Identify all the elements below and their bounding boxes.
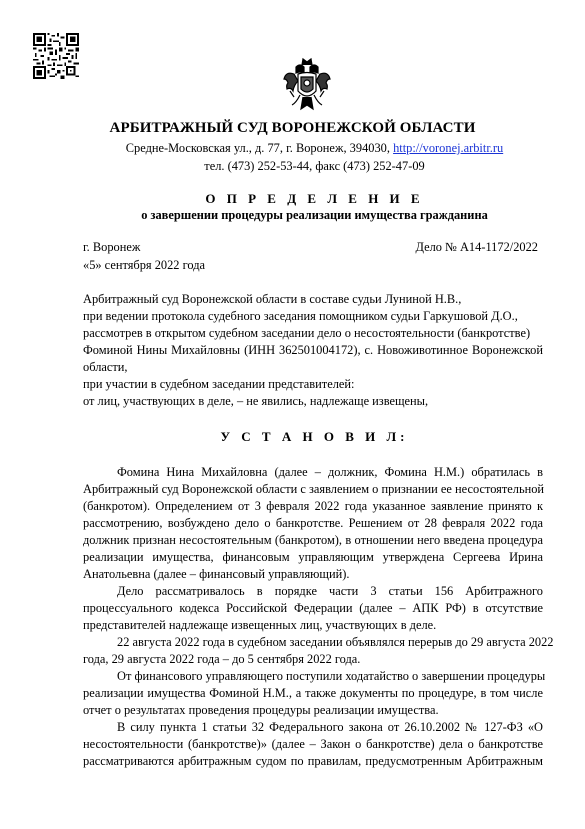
intro-line: области, <box>83 360 128 374</box>
body-line: процессуального кодекса Российской Федерации (далее – АПК РФ) в отсутствие <box>83 601 543 615</box>
body-line: Анатольевна (далее – финансовый управляющий). <box>83 567 350 581</box>
body-line: Фомина Нина Михайловна (далее – должник, Фомина Н.М.) обратилась в <box>117 465 543 479</box>
intro-line: Арбитражный суд Воронежской области в составе судьи Луниной Н.В., <box>83 292 462 306</box>
court-website-link[interactable]: http://voronej.arbitr.ru <box>393 141 504 155</box>
intro-line: при ведении протокола судебного заседания помощником судьи Гаркушовой Д.О., <box>83 309 518 323</box>
qr-code-icon <box>33 33 79 79</box>
body-line: рассмотрению, возбуждено дело о банкротстве. Решением от 28 февраля 2022 года <box>83 516 543 530</box>
established-heading: У С Т А Н О В И Л: <box>220 429 409 444</box>
court-phone: тел. (473) 252-53-44, факс (473) 252-47-09 <box>204 159 425 173</box>
body-line: Арбитражный суд Воронежской области с заявлением о признании ее несостоятельной <box>83 482 545 496</box>
case-number: Дело № А14-1172/2022 <box>415 240 538 254</box>
intro-line: при участии в судебном заседании представителей: <box>83 377 355 391</box>
body-line: представителей надлежаще извещенных лиц, участвующих в деле. <box>83 618 437 632</box>
document-subject: о завершении процедуры реализации имущества гражданина <box>141 208 488 222</box>
body-line: должник признан несостоятельным (банкротом), в отношении него введена процедура <box>83 533 543 547</box>
body-line: В силу пункта 1 статьи 32 Федерального закона от 26.10.2002 № 127-ФЗ «О <box>117 720 543 734</box>
court-street-address: Средне-Московская ул., д. 77, г. Воронеж, 394030, <box>125 141 394 155</box>
body-line: года, 29 августа 2022 года – до 5 сентября 2022 года. <box>83 652 361 666</box>
court-address <box>0 141 585 156</box>
court-name: АРБИТРАЖНЫЙ СУД ВОРОНЕЖСКОЙ ОБЛАСТИ <box>109 120 476 136</box>
body-line: реализации имущества, финансовым управляющим утверждена Сергеева Ирина <box>83 550 543 564</box>
body-line: реализации имущества Фоминой Н.М., а также документы по процедуре, в том числе <box>83 686 543 700</box>
intro-line: от лиц, участвующих в деле, – не явились, надлежаще извещены, <box>83 394 429 408</box>
body-line: несостоятельности (банкротстве)» (далее – Закон о банкротстве) дела о банкротстве <box>83 737 543 751</box>
intro-line: рассмотрев в открытом судебном заседании дело о несостоятельности (банкротстве) <box>83 326 531 340</box>
body-line: (банкротом). Определением от 3 февраля 2022 года указанное заявление принято к <box>83 499 543 513</box>
body-line: Дело рассматривалось в порядке части 3 статьи 156 Арбитражного <box>117 584 543 598</box>
document-type: О П Р Е Д Е Л Е Н И Е <box>205 191 424 206</box>
coat-of-arms-icon <box>282 57 332 113</box>
body-line: рассматриваются арбитражным судом по правилам, предусмотренным Арбитражным <box>83 754 543 768</box>
body-line: 22 августа 2022 года в судебном заседании объявлялся перерыв до 29 августа 2022 <box>117 635 554 649</box>
body-line: отчет о результатах проведения процедуры реализации имущества. <box>83 703 439 717</box>
intro-line: Фоминой Нины Михайловны (ИНН 362501004172), с. Новоживотинное Воронежской <box>83 343 543 357</box>
decision-date: «5» сентября 2022 года <box>83 258 206 272</box>
body-line: От финансового управляющего поступили ходатайство о завершении процедуры <box>117 669 546 683</box>
city: г. Воронеж <box>83 240 141 254</box>
